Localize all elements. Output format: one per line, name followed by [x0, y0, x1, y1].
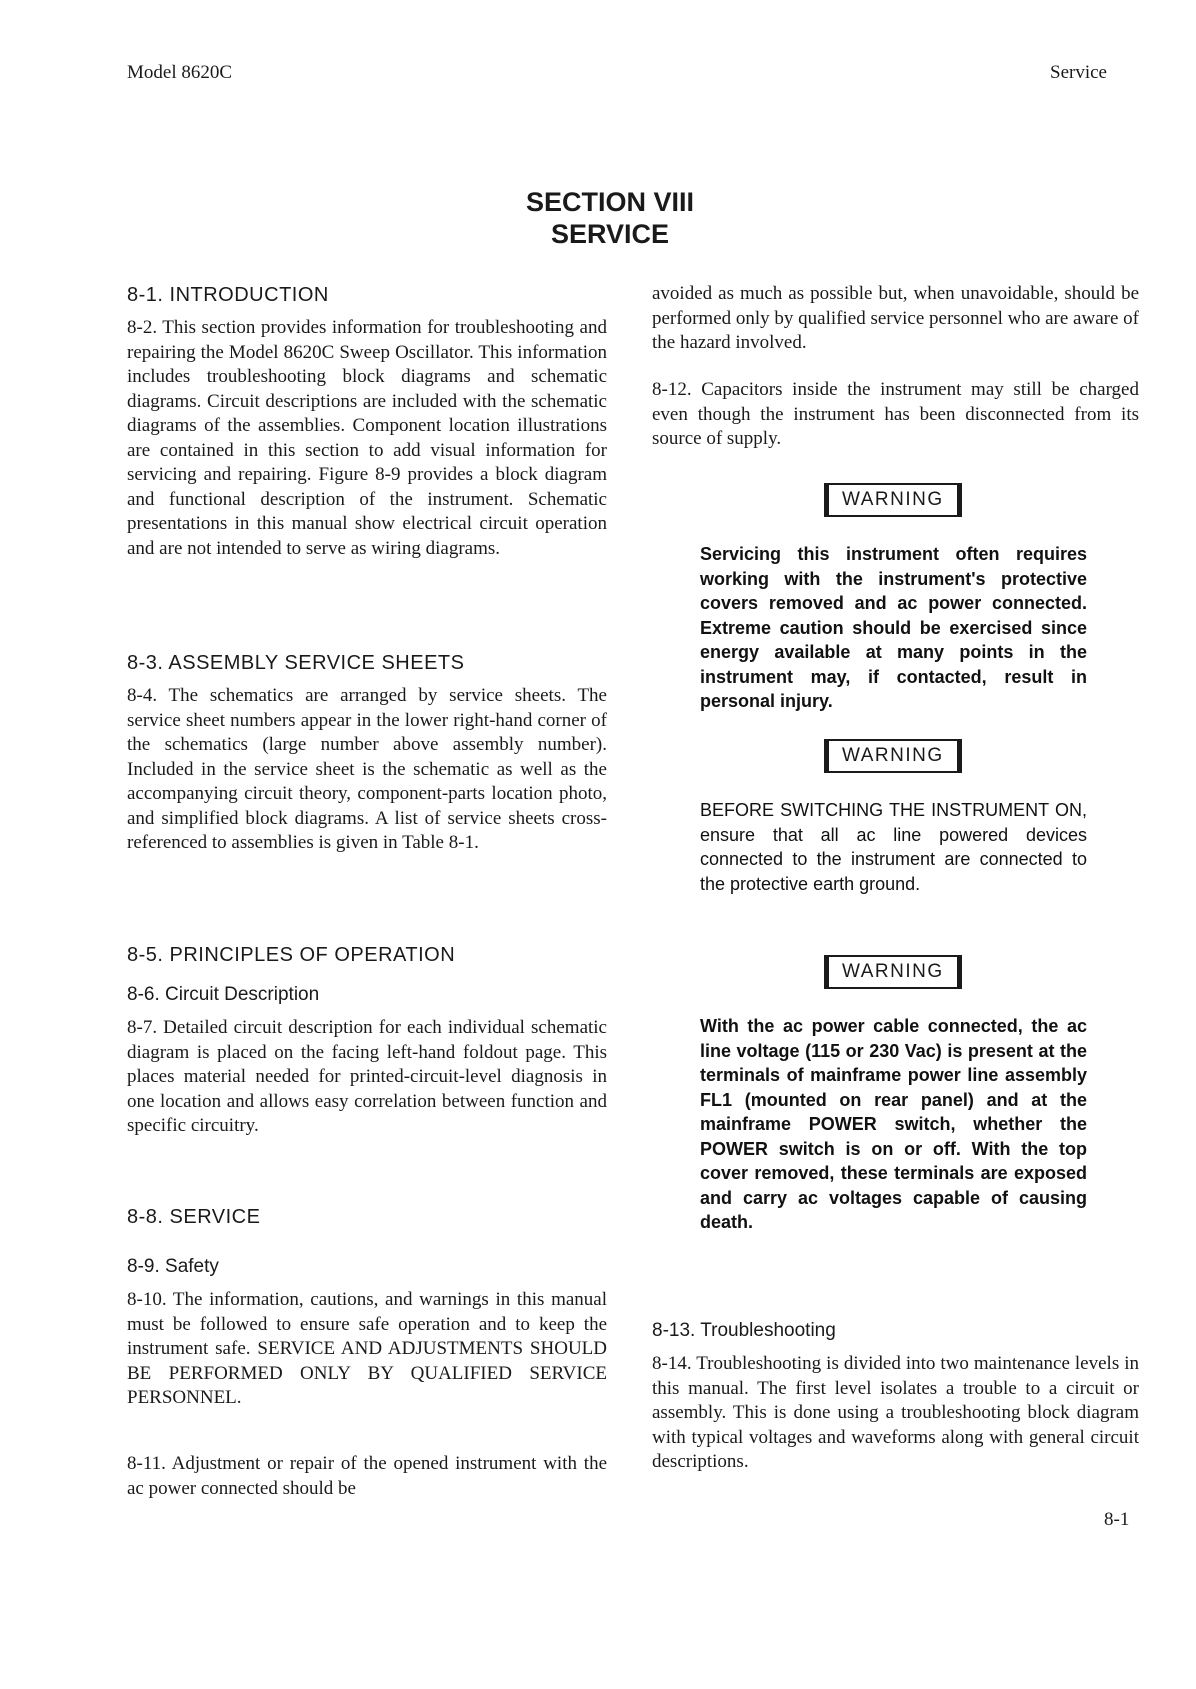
section-title: [500, 186, 720, 250]
running-header-section: Service: [1050, 62, 1107, 83]
section-title-name: SERVICE: [550, 219, 670, 249]
paragraph-8-2: 8-2. This section provides information for troubleshooting and repairing the Model 8620C Sweep Oscillator. This information includes troubleshooting block diagrams and schematic diagrams. Circuit descriptions are included with the schematic diagrams of the assemblies. Component location illustrations are contained in this section to add visual information for servicing and repairing. Figure 8-9 provides a block diagram and functional description of the instrument. Schematic presentations in this manual show electrical circuit operation and are not intended to serve as wiring diagrams.: [127, 317, 607, 559]
warning-text-3: With the ac power cable connected, the ac line voltage (115 or 230 Vac) is present at the terminals of mainframe power line assembly FL1 (mounted on rear panel) and at the mainframe POWER switch, whether the POWER switch is on or off. With the top cover removed, these terminals are exposed and carry ac voltages capable of causing death.: [700, 1016, 1087, 1232]
paragraph-8-4: 8-4. The schematics are arranged by service sheets. The service sheet numbers appear in the lower right-hand corner of the schematics (large number above assembly number). Included in the service sheet is the schematic as well as the accompanying circuit theory, component-parts location photo, and simplified block diagrams. A list of service sheets cross-referenced to assemblies is given in Table 8-1.: [127, 685, 607, 853]
heading-introduction: 8-1. INTRODUCTION: [127, 284, 329, 306]
paragraph-8-12: 8-12. Capacitors inside the instrument may still be charged even though the instrument has been disconnected from its source of supply.: [652, 379, 1139, 449]
paragraph-8-11: 8-11. Adjustment or repair of the opened instrument with the ac power connected should be: [127, 1453, 607, 1499]
heading-assembly-service-sheets: 8-3. ASSEMBLY SERVICE SHEETS: [127, 652, 465, 674]
heading-service: 8-8. SERVICE: [127, 1206, 261, 1228]
page-number: 8-1: [1104, 1509, 1130, 1530]
subheading-safety: 8-9. Safety: [127, 1256, 219, 1277]
warning-label-1: WARNING: [824, 483, 962, 517]
subheading-troubleshooting: 8-13. Troubleshooting: [652, 1320, 836, 1341]
warning-label-2: WARNING: [824, 739, 962, 773]
paragraph-8-11-continued: avoided as much as possible but, when unavoidable, should be performed only by qualified service personnel who are aware of the hazard involved.: [652, 283, 1139, 353]
heading-principles-of-operation: 8-5. PRINCIPLES OF OPERATION: [127, 944, 456, 966]
warning-label-3: WARNING: [824, 955, 962, 989]
warning-text-2: BEFORE SWITCHING THE INSTRUMENT ON, ensure that all ac line powered devices connected to the instrument are connected to the protective earth ground.: [700, 800, 1087, 894]
paragraph-8-7: 8-7. Detailed circuit description for each individual schematic diagram is placed on the facing left-hand foldout page. This places material needed for printed-circuit-level diagnosis in one location and allows easy correlation between function and specific circuitry.: [127, 1017, 607, 1136]
paragraph-8-10: 8-10. The information, cautions, and warnings in this manual must be followed to ensure safe operation and to keep the instrument safe. SERVICE AND ADJUSTMENTS SHOULD BE PERFORMED ONLY BY QUALIFIED SERVICE PERSONNEL.: [127, 1289, 607, 1408]
subheading-circuit-description: 8-6. Circuit Description: [127, 984, 320, 1005]
running-header-model: Model 8620C: [127, 62, 233, 83]
paragraph-8-14: 8-14. Troubleshooting is divided into two maintenance levels in this manual. The first level isolates a trouble to a circuit or assembly. This is done using a troubleshooting block diagram with typical voltages and waveforms along with general circuit descriptions.: [652, 1353, 1139, 1472]
section-title-number: SECTION VIII: [525, 187, 695, 217]
warning-text-1: Servicing this instrument often requires working with the instrument's protective covers removed and ac power connected. Extreme caution should be exercised since energy available at many points in the instrument may, if contacted, result in personal injury.: [700, 544, 1087, 711]
